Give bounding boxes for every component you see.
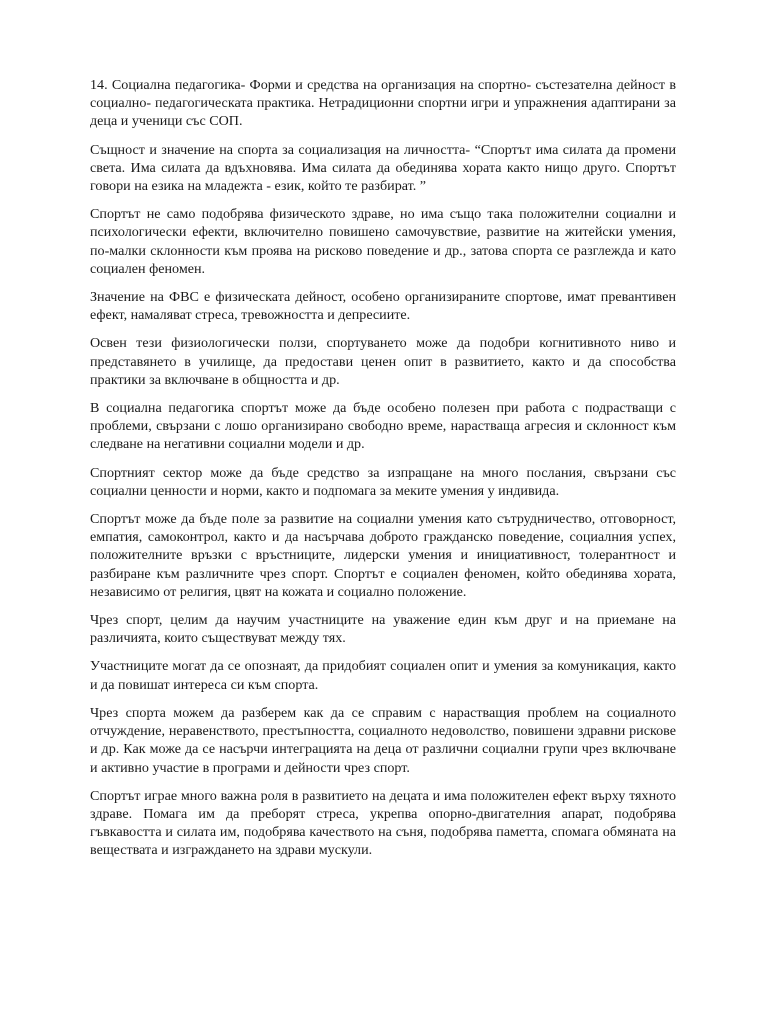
paragraph: Спортният сектор може да бъде средство за изпращане на много послания, свързани със социални ценности и норми, както и подпомага за меките умения у индивида.	[90, 464, 676, 499]
paragraph: Същност и значение на спорта за социализация на личността- “Спортът има силата да промени света. Има силата да вдъхновява. Има силата да обединява хората както нищо друго. Спортът говори на езика на младежта - език, който те разбират. ”	[90, 141, 676, 195]
paragraph: Чрез спорт, целим да научим участниците на уважение един към друг и на приемане на различията, които съществуват между тях.	[90, 612, 676, 647]
heading-paragraph: 14. Социална педагогика- Форми и средства на организация на спортно- състезателна дейност в социално- педагогическата практика. Нетрадиционни спортни игри и упражнения адаптирани за деца и ученици със СОП.	[90, 77, 676, 130]
paragraph: Спортът може да бъде поле за развитие на социални умения като сътрудничество, отговорност, емпатия, самоконтрол, както и да насърчава доброто гражданско поведение, социалния успех, положителните връзки с връстниците, лидерски умения и инициативност, толерантност и разбиране към различните чрез спорт. Спортът е социален феномен, който обединява хората, независимо от религия, цвят на кожата и социално положение.	[90, 511, 676, 600]
paragraph: Спортът играе много важна роля в развитието на децата и има положителен ефект върху тяхното здраве. Помага им да преборят стреса, укрепва опорно-двигателния апарат, подобрява гъвкавостта и силата им, подобрява качеството на съня, подобрява паметта, спомага обмяната на веществата и изграждането на здрави мускули.	[90, 787, 676, 859]
paragraph: Спортът не само подобрява физическото здраве, но има също така положителни социални и психологически ефекти, включително повишено самочувствие, развитие на житейски умения, по-малки склонности към проява на рисково поведение и др., затова спорта се разглежда и като социален феномен.	[90, 206, 676, 277]
document-page	[90, 76, 676, 870]
paragraph: Значение на ФВС е физическата дейност, особено организираните спортове, имат превантивен ефект, намаляват стреса, тревожността и депресиите.	[90, 289, 676, 324]
paragraph: Освен тези физиологически ползи, спортуването може да подобри когнитивното ниво и представянето в училище, да предостави ценен опит в развитието, както и да способства практики за включване в общността и др.	[90, 335, 676, 388]
paragraph: Чрез спорта можем да разберем как да се справим с нарастващия проблем на социалното отчуждение, неравенството, престъпността, социалното недоволство, повишени здравни рискове и др. Как може да се насърчи интеграцията на деца от различни социални групи чрез включване и активно участие в програми и дейности чрез спорт.	[90, 704, 676, 776]
paragraph: В социална педагогика спортът може да бъде особено полезен при работа с подрастващи с проблеми, свързани с лошо организирано свободно време, нарастваща агресия и склонност към следване на негативни социални модели и др.	[90, 400, 676, 453]
paragraph: Участниците могат да се опознаят, да придобият социален опит и умения за комуникация, както и да повишат интереса си към спорта.	[90, 658, 676, 693]
